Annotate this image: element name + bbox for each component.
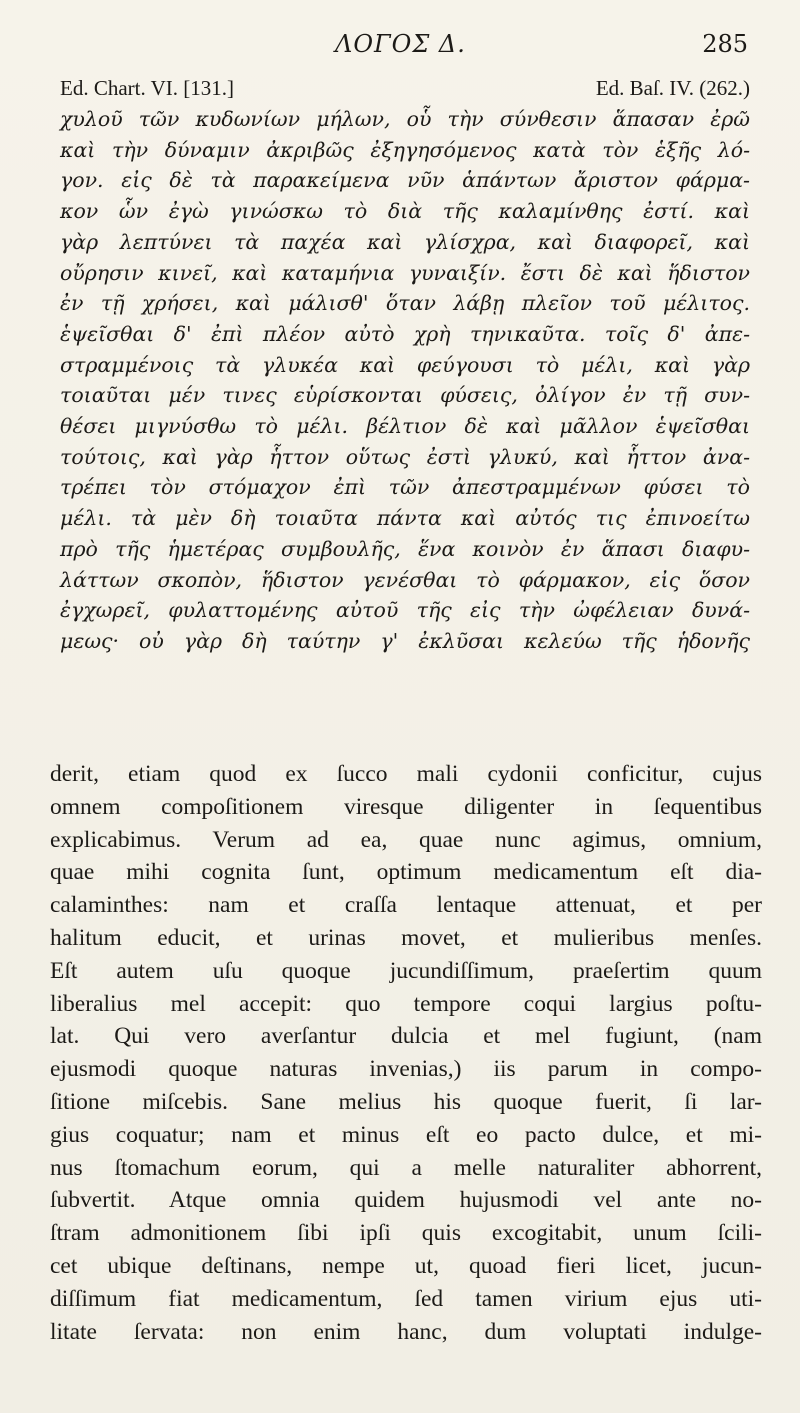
greek-line: γον. εἰς δὲ τὰ παρακείμενα νῦν ἁπάντων ἄριστον φάρμα- bbox=[60, 168, 750, 193]
edition-reference-chartier: Ed. Chart. VI. [131.] bbox=[60, 76, 234, 100]
greek-text-block bbox=[60, 104, 750, 657]
greek-line: τοιαῦται μέν τινες εὑρίσκονται φύσεις, ὀλίγον ἐν τῇ συν- bbox=[60, 383, 750, 408]
latin-line: nus ſtomachum eorum, qui a melle naturaliter abhorrent, bbox=[50, 1154, 762, 1181]
latin-line: ejusmodi quoque naturas invenias,) iis parum in compo- bbox=[50, 1056, 762, 1083]
latin-line: ſitione miſcebis. Sane melius his quoque fuerit, ſi lar- bbox=[50, 1088, 762, 1115]
latin-line: litate ſervata: non enim hanc, dum voluptati indulge- bbox=[50, 1318, 762, 1345]
latin-line: derit, etiam quod ex ſucco mali cydonii conficitur, cujus bbox=[50, 761, 762, 787]
greek-line: μεως· οὐ γὰρ δὴ ταύτην γ' ἐκλῦσαι κελεύω τῆς ἡδονῆς bbox=[60, 628, 750, 653]
latin-line: explicabimus. Verum ad ea, quae nunc agimus, omnium, bbox=[50, 826, 762, 853]
latin-line: quae mihi cognita ſunt, optimum medicamentum eſt dia- bbox=[50, 859, 762, 886]
latin-line: liberalius mel accepit: quo tempore coqui largius poſtu- bbox=[50, 990, 762, 1017]
greek-line: στραμμένοις τὰ γλυκέα καὶ φεύγουσι τὸ μέλι, καὶ γὰρ bbox=[60, 352, 750, 377]
greek-line: πρὸ τῆς ἡμετέρας συμβουλῆς, ἕνα κοινὸν ἐν ἅπασι διαφυ- bbox=[60, 536, 750, 561]
running-head bbox=[0, 30, 800, 62]
greek-line: χυλοῦ τῶν κυδωνίων μήλων, οὗ τὴν σύνθεσιν ἅπασαν ἐρῶ bbox=[60, 107, 750, 131]
edition-reference-line bbox=[60, 76, 750, 102]
greek-line: τούτοις, καὶ γὰρ ἧττον οὕτως ἐστὶ γλυκύ, καὶ ἧττον ἀνα- bbox=[60, 444, 750, 469]
greek-line: τρέπει τὸν στόμαχον ἐπὶ τῶν ἀπεστραμμένων φύσει τὸ bbox=[60, 475, 750, 500]
latin-line: diſſimum fiat medicamentum, ſed tamen virium ejus uti- bbox=[50, 1285, 762, 1312]
latin-line: halitum educit, et urinas movet, et mulieribus menſes. bbox=[50, 924, 762, 951]
greek-line: μέλι. τὰ μὲν δὴ τοιαῦτα πάντα καὶ αὐτός τις ἐπινοείτω bbox=[60, 506, 750, 531]
greek-line: ἐγχωρεῖ, φυλαττομένης αὐτοῦ τῆς εἰς τὴν ὠφέλειαν δυνά- bbox=[60, 598, 750, 623]
latin-line: lat. Qui vero averſantur dulcia et mel fugiunt, (nam bbox=[50, 1023, 762, 1050]
greek-line: λάττων σκοπὸν, ἥδιστον γενέσθαι τὸ φάρμακον, εἰς ὅσον bbox=[60, 567, 750, 592]
latin-line: Eſt autem uſu quoque jucundiſſimum, praeſertim quum bbox=[50, 957, 762, 984]
latin-line: calaminthes: nam et craſſa lentaque attenuat, et per bbox=[50, 892, 762, 919]
latin-line: ſubvertit. Atque omnia quidem hujusmodi vel ante no- bbox=[50, 1187, 762, 1214]
page-number: 285 bbox=[702, 30, 748, 58]
greek-line: ἑψεῖσθαι δ' ἐπὶ πλέον αὐτὸ χρὴ τηνικαῦτα. τοῖς δ' ἀπε- bbox=[60, 321, 750, 346]
greek-line: γὰρ λεπτύνει τὰ παχέα καὶ γλίσχρα, καὶ διαφορεῖ, καὶ bbox=[60, 229, 750, 254]
latin-line: cet ubique deſtinans, nempe ut, quoad fieri licet, jucun- bbox=[50, 1252, 762, 1279]
latin-line: omnem compoſitionem viresque diligenter in ſequentibus bbox=[50, 793, 762, 820]
edition-reference-basel: Ed. Baſ. IV. (262.) bbox=[595, 76, 750, 100]
latin-line: gius coquatur; nam et minus eſt eo pacto dulce, et mi- bbox=[50, 1121, 762, 1148]
latin-line: ſtram admonitionem ſibi ipſi quis excogitabit, unum ſcili- bbox=[50, 1220, 762, 1247]
greek-line: θέσει μιγνύσθω τὸ μέλι. βέλτιον δὲ καὶ μᾶλλον ἑψεῖσθαι bbox=[60, 414, 750, 439]
running-title: ΛΟΓΟΣ Δ. bbox=[335, 30, 466, 58]
greek-line: ἐν τῇ χρήσει, καὶ μάλισθ' ὅταν λάβῃ πλεῖον τοῦ μέλιτος. bbox=[60, 291, 750, 316]
greek-line: καὶ τὴν δύναμιν ἀκριβῶς ἐξηγησόμενος κατὰ τὸν ἑξῆς λό- bbox=[60, 137, 750, 162]
greek-line: κον ὧν ἐγὼ γινώσκω τὸ διὰ τῆς καλαμίνθης ἐστί. καὶ bbox=[60, 199, 750, 224]
greek-line: οὔρησιν κινεῖ, καὶ καταμήνια γυναιξίν. ἔστι δὲ καὶ ἥδιστον bbox=[60, 260, 750, 285]
latin-text-block bbox=[50, 758, 762, 1348]
